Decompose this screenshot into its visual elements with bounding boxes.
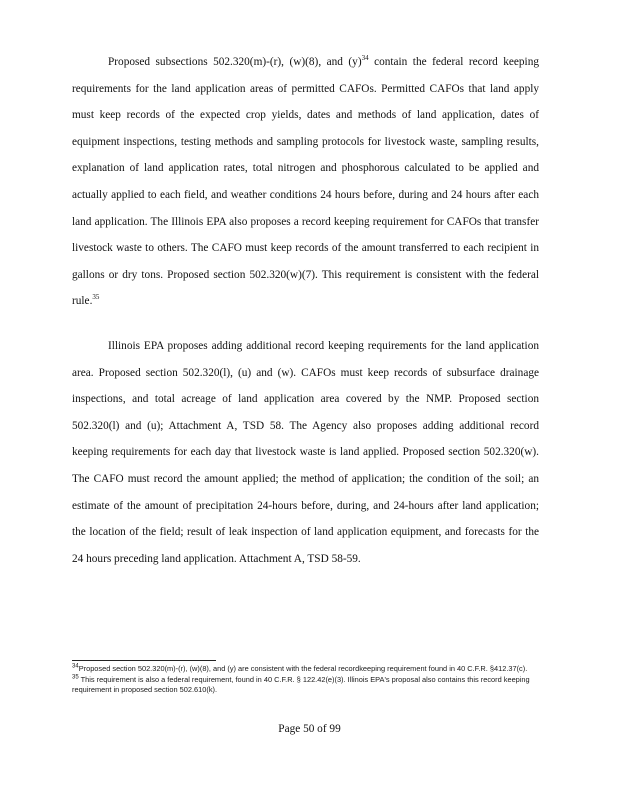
footnote-35: [72, 675, 539, 696]
footnote-34-text: Proposed section 502.320(m)-(r), (w)(8), and (y) are consistent with the federal recordkeeping requirement found in 40 C.F.R. §412.37(c).: [78, 664, 528, 673]
footnote-reference-34: 34: [361, 54, 369, 63]
paragraph-1-text-before: Proposed subsections 502.320(m)-(r), (w)(8), and (y): [108, 56, 362, 68]
footnote-35-number: 35: [72, 674, 79, 681]
footnote-34: [72, 664, 539, 675]
paragraph-1-text-middle: contain the federal record keeping requirements for the land application areas of permitted CAFOs. Permitted CAFOs that land apply must keep records of the expected crop yields, dates and methods of land application, dates of equipment inspections, testing methods and sampling protocols for livestock waste, sampling results, explanation of land application rates, total nitrogen and phosphorous calculated to be applied and actually applied to each field, and weather conditions 24 hours before, during and 24 hours after each land application. The Illinois EPA also proposes a record keeping requirement for CAFOs that transfer livestock waste to others. The CAFO must keep records of the amount transferred to each recipient in gallons or dry tons. Proposed section 502.320(w)(7). This requirement is consistent with the federal rule.: [72, 56, 539, 308]
body-paragraph-2: [72, 333, 539, 572]
body-paragraph-1: [72, 49, 539, 315]
footnote-34-number: 34: [72, 663, 79, 670]
footnote-35-text: This requirement is also a federal requirement, found in 40 C.F.R. § 122.42(e)(3). Illinois EPA's proposal also contains this record keeping requirement in proposed section 502.610(k).: [72, 674, 530, 695]
page-number: Page 50 of 99: [278, 723, 341, 735]
footnotes-section: [72, 664, 539, 696]
footnote-divider: [72, 660, 216, 661]
paragraph-2-text: Illinois EPA proposes adding additional record keeping requirements for the land application area. Proposed section 502.320(l), (u) and (w). CAFOs must keep records of subsurface drainage inspections, and total acreage of land application area covered by the NMP. Proposed section 502.320(l) and (u); Attachment A, TSD 58. The Agency also proposes adding additional record keeping requirements for each day that livestock waste is land applied. Proposed section 502.320(w). The CAFO must record the amount applied; the method of application; the condition of the soil; an estimate of the amount of precipitation 24-hours before, during, and 24-hours after land application; the location of the field; result of leak inspection of land application equipment, and forecasts for the 24 hours preceding land application. Attachment A, TSD 58-59.: [72, 340, 539, 565]
footnote-reference-35: 35: [92, 293, 100, 302]
